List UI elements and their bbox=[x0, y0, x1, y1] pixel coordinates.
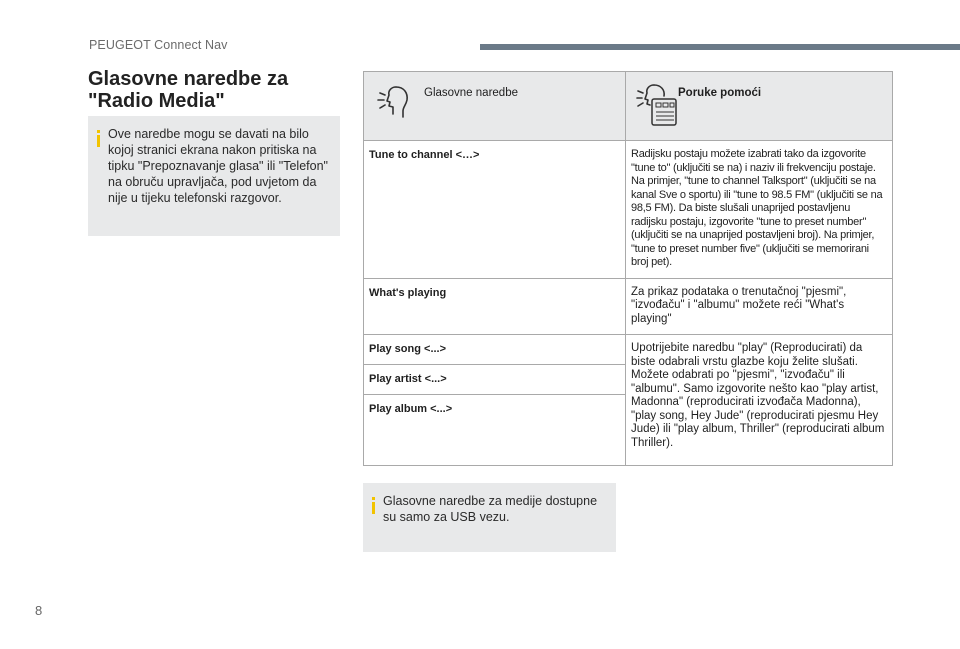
table-row bbox=[364, 335, 893, 365]
page-number: 8 bbox=[35, 603, 43, 618]
header-label-help: Poruke pomoći bbox=[678, 87, 762, 99]
command-text: Tune to channel <…> bbox=[369, 149, 480, 161]
command-text: Play album <...> bbox=[369, 403, 453, 415]
command-text: Play artist <...> bbox=[369, 373, 447, 385]
voice-command-icon bbox=[374, 81, 416, 123]
help-text: Radijsku postaju možete izabrati tako da izgovorite "tune to" (uključiti se na) i naziv ili frekvenciju postaje. Na primjer, "tune to channel Talksport" (uključiti se na kanal Sve o sportu) ili "tune to 98.5 FM" (uključiti se na 98,5 FM). Da biste slušali unaprijed postavljenu radijsku postaju, izgovorite "tune to preset number" (uključiti se na unaprijed postavljeni broj). Na primjer, "tune to preset number five" (uključiti se memorirani broj pet). bbox=[631, 148, 883, 268]
command-text: Play song <...> bbox=[369, 343, 447, 355]
info-marker-icon bbox=[97, 130, 100, 147]
intro-note bbox=[88, 116, 340, 236]
running-header-title: PEUGEOT Connect Nav bbox=[89, 38, 228, 52]
table-row bbox=[364, 141, 893, 279]
table-header-row bbox=[364, 72, 893, 141]
header-bar bbox=[480, 44, 960, 50]
header-label-commands: Glasovne naredbe bbox=[424, 87, 518, 99]
section-title: Glasovne naredbe za "Radio Media" bbox=[88, 68, 289, 112]
usb-note-text: Glasovne naredbe za medije dostupne su samo za USB vezu. bbox=[383, 494, 598, 524]
help-message-icon bbox=[636, 81, 678, 127]
header-cell-help bbox=[626, 72, 893, 141]
command-text: What's playing bbox=[369, 286, 447, 299]
intro-note-text: Ove naredbe mogu se davati na bilo kojoj stranici ekrana nakon pritiska na tipku "Prepoznavanje glasa" ili "Telefon" na obruču upravljača, pod uvjetom da nije u tijeku telefonski razgovor. bbox=[108, 127, 328, 205]
usb-note bbox=[363, 483, 616, 552]
help-text: Upotrijebite naredbu "play" (Reproducirati) da biste odabrali vrstu glazbe koju želite slušati. Možete odabrati po "pjesmi", "izvođaču" ili "albumu". Samo izgovorite nešto kao "play artist, Madonna" (reproducirati izvođača Madonna), "play song, Hey Jude" (reproducirati pjesmu Hey Jude) ili "play album, Thriller" (reproducirati album Thriller). bbox=[631, 342, 885, 449]
voice-command-table bbox=[363, 71, 893, 466]
info-marker-icon bbox=[372, 497, 375, 514]
help-text: Za prikaz podataka o trenutačnoj "pjesmi", "izvođaču" i "albumu" možete reći "What's playing" bbox=[631, 285, 847, 325]
header-cell-commands bbox=[364, 72, 626, 141]
table-row bbox=[364, 278, 893, 335]
